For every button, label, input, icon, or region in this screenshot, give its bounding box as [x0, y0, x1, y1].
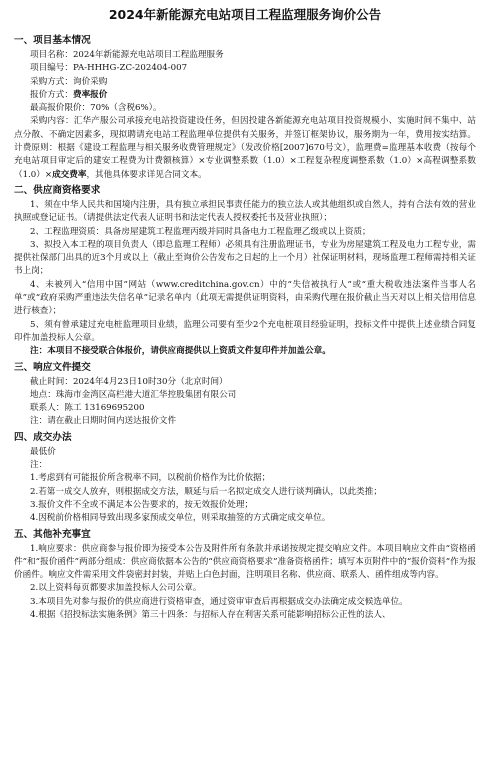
notice-title: 2024年新能源充电站项目工程监理服务询价公告: [108, 7, 382, 22]
quote-method: [14, 89, 476, 102]
other-item: 4.根据《招投标法实施条例》第三十四条：与招标人存在利害关系可能影响招标公正性的法人、: [30, 609, 391, 620]
qualification-note: 注：本项目不接受联合体报价，请供应商提供以上资质文件复印件并加盖公章。: [30, 346, 331, 357]
other-item: 2.以上资料每页都要求加盖投标人公司公章。: [30, 583, 202, 594]
section-heading: 三、响应文件提交: [14, 361, 91, 373]
submission-contact: 联系人：陈工 13169695200: [30, 403, 145, 414]
section-heading: 一、项目基本情况: [14, 35, 91, 46]
award-item: 3.报价文件不全或不满足本公告要求的，按无效报价处理；: [30, 499, 254, 510]
section-award: [14, 431, 476, 526]
section-heading: 五、其他补充事宜: [14, 528, 91, 540]
other-item: 3.本项目先对参与报价的供应商进行资格审查，通过资审审查后再根据成交办法确定成交候选单位。: [30, 596, 408, 607]
qualification-item: 2、工程监理资质：具备房屋建筑工程监理丙级并同时具备电力工程监理乙级或以上资质；: [30, 226, 371, 237]
qualification-item: 4、未被列入“信用中国”网站（www.creditchina.gov.cn）中的“失信被执行人”或“重大税收违法案件当事人名单”或“政府采购严重违法失信名单”记录名单内（此项无需提供证明资料，由采购代理在报价截止当天对以上相关信用信息进行核查）；: [14, 279, 476, 317]
submission-note: 注：请在截止日期时间内送达报价文件: [30, 416, 177, 427]
qualification-item: 5、须有曾承建过充电桩监理项目业绩，监理公司要有至少2个充电桩项目经验证明，投标文件中提供上述业绩合同复印件加盖投标人公章。: [14, 319, 476, 343]
section-qualification: [14, 184, 476, 359]
price-limit: 最高报价限价：70%（含税6%）。: [30, 103, 162, 114]
section-heading: 四、成交办法: [14, 431, 72, 443]
content-text: 采购内容：汇华产服公司承接充电站投资建设任务，但因投建各新能源充电站项目投资规模小、实施时间不集中、站点分散、不确定因素多，现拟聘请充电站工程监理单位提供有关服务，并签订框架协议，服务期为一年，费用按实结算。计费原则：根据《建设工程监理与相关服务收费管理规定》（发改价格[2007]670号文），监理费=监理基本收费（按每个充电站项目审定后的建安工程费为计费额核算）×专业调整系数（1.0）×工程复杂程度调整系数（1.0）×高程调整系数（1.0）×: [14, 116, 476, 180]
content-tail: ，其他具体要求详见合同文本。: [86, 169, 207, 180]
content-bold: 成交费率: [52, 169, 87, 180]
qualification-item: 3、拟投入本工程的项目负责人（即总监理工程师）必须具有注册监理证书，专业为房屋建筑工程及电力工程专业，需提供社保部门出具的近3个月或以上（截止至询价公告发布之日起的上一个月）社保证明材料，现场监理工程师需持相关证书上岗；: [14, 239, 476, 277]
submission-deadline: 截止时间：2024年4月23日10时30分（北京时间）: [30, 376, 228, 387]
section-submission: [14, 361, 476, 429]
award-method: 最低价: [30, 446, 56, 457]
procurement-content: [14, 115, 476, 181]
qualification-item: 1、须在中华人民共和国境内注册，具有独立承担民事责任能力的独立法人或其他组织或自然人，持有合法有效的营业执照或登记证书。（请提供法定代表人证明书和法定代表人授权委托书及营业执照）；: [14, 199, 476, 224]
project-number: 项目编号：PA-HHHG-ZC-202404-007: [30, 63, 188, 74]
section-project-info: [14, 34, 476, 182]
award-item: 4.因税前价格相同导致出现多家预成交单位，则采取抽签的方式确定成交单位。: [30, 513, 331, 524]
section-other: [14, 528, 476, 623]
project-name: 项目名称：2024年新能源充电站项目工程监理服务: [30, 50, 224, 60]
award-item: 2.若第一成交人放弃，则根据成交方法，顺延与后一名拟定成交人进行谈判确认，以此类推；: [30, 486, 382, 497]
award-item: 1.考虑到有可能报价所含税率不同，以税前价格作为比价依据；: [30, 473, 271, 484]
award-note: 注：: [30, 460, 48, 471]
submission-place: 地点：珠海市金湾区高栏港大道汇华控股集团有限公司: [30, 389, 237, 400]
section-heading: 二、供应商资格要求: [14, 184, 101, 196]
quote-method-value: 费率报价: [72, 89, 108, 100]
procurement-method: 采购方式：询价采购: [30, 76, 108, 87]
other-item: 1.响应要求：供应商参与报价即为接受本公告及附件所有条款并承诺按规定提交响应文件。本项目响应文件由“资格函件”和“报价函件”两部分组成：供应商依据本公告的“供应商资格要求”准备资格函件；填写本页附件中的“报价资料”作为报价函件。响应文件需采用文件袋密封封装，并贴上白色封面，注明项目名称、供应商、联系人、函件组成等内容。: [14, 543, 476, 581]
quote-method-label: 报价方式：: [30, 89, 73, 100]
